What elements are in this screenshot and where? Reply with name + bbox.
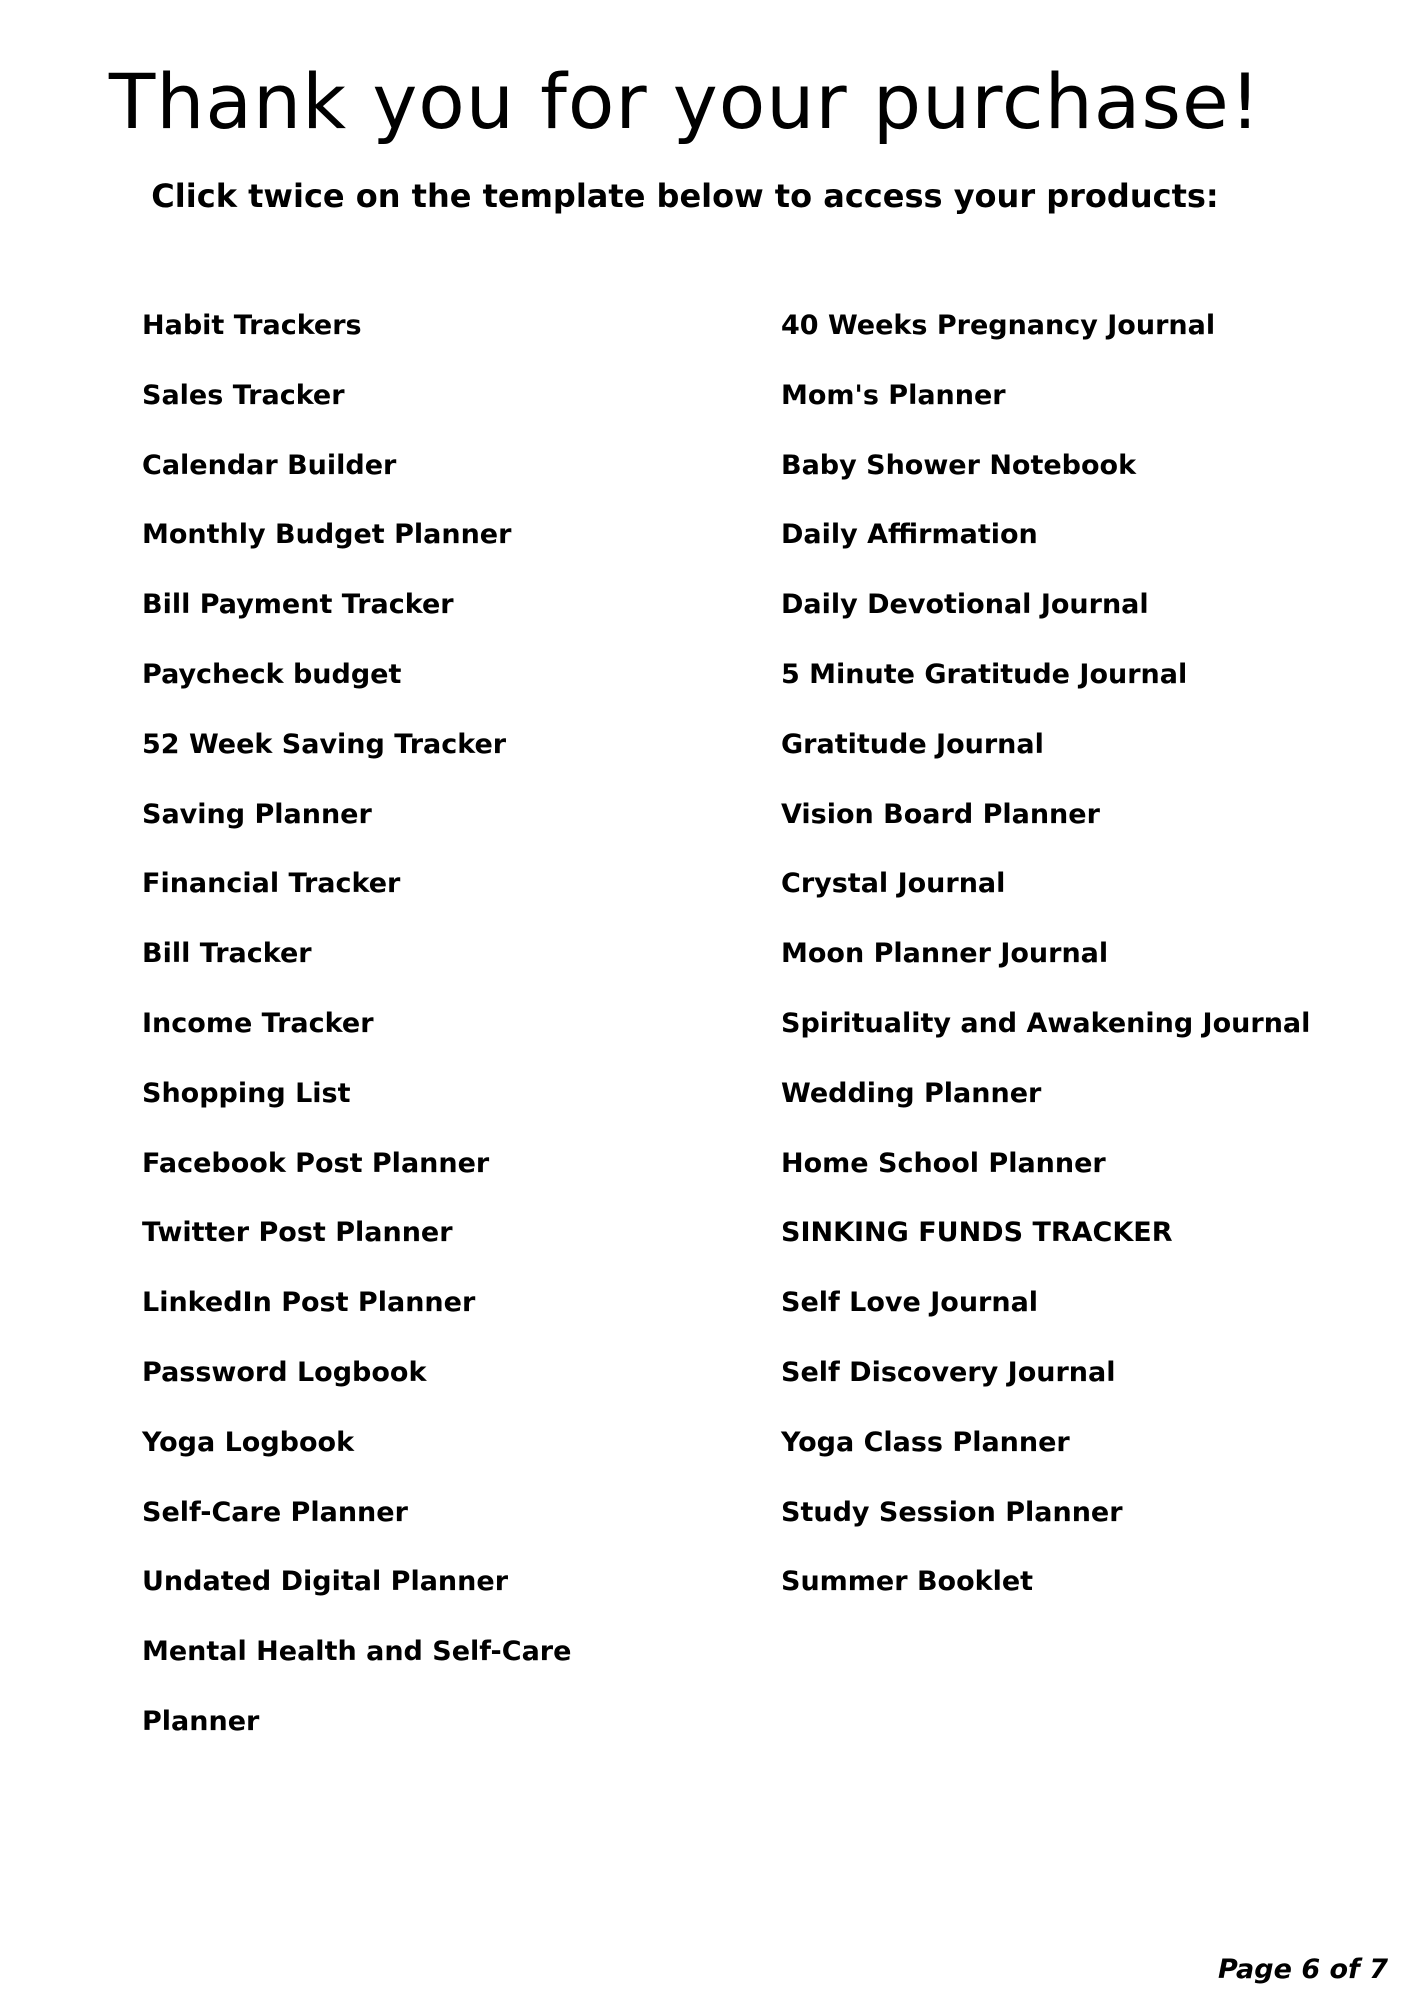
product-link[interactable]: Moon Planner Journal xyxy=(781,938,1109,970)
product-link[interactable]: Home School Planner xyxy=(781,1147,1106,1179)
instruction-text: Click twice on the template below to access your products: xyxy=(151,177,1219,215)
product-link[interactable]: Sales Tracker xyxy=(142,379,345,411)
product-link[interactable]: 5 Minute Gratitude Journal xyxy=(781,658,1188,690)
product-link[interactable]: Saving Planner xyxy=(142,798,372,830)
product-link[interactable]: Monthly Budget Planner xyxy=(142,519,512,551)
product-link[interactable]: Daily Devotional Journal xyxy=(781,589,1149,621)
product-link[interactable]: Study Session Planner xyxy=(781,1496,1123,1528)
product-link[interactable]: Shopping List xyxy=(142,1077,351,1109)
product-link[interactable]: 40 Weeks Pregnancy Journal xyxy=(781,310,1216,341)
product-link[interactable]: Bill Tracker xyxy=(142,938,312,970)
product-link[interactable]: Daily Affirmation xyxy=(781,519,1038,551)
product-link[interactable]: LinkedIn Post Planner xyxy=(142,1287,476,1319)
product-link[interactable]: Self Discovery Journal xyxy=(781,1356,1116,1388)
product-link[interactable]: Paycheck budget xyxy=(142,658,402,690)
product-link[interactable]: Mom's Planner xyxy=(781,379,1006,411)
product-link[interactable]: 52 Week Saving Tracker xyxy=(142,728,507,760)
product-list-left xyxy=(142,306,762,1772)
product-link[interactable]: Self-Care Planner xyxy=(142,1496,408,1528)
product-link[interactable]: Bill Payment Tracker xyxy=(142,589,454,621)
product-link[interactable]: Financial Tracker xyxy=(142,868,401,900)
product-link[interactable]: Spirituality and Awakening Journal xyxy=(781,1007,1311,1039)
product-link[interactable]: Planner xyxy=(142,1705,260,1737)
page-number: Page 6 of 7 xyxy=(1218,1954,1388,1985)
product-link[interactable]: Calendar Builder xyxy=(142,449,397,481)
product-link[interactable]: Crystal Journal xyxy=(781,868,1006,900)
product-link[interactable]: Mental Health and Self-Care xyxy=(142,1636,572,1668)
product-link[interactable]: Yoga Logbook xyxy=(142,1426,355,1458)
product-list-right xyxy=(781,306,1401,1632)
product-link[interactable]: Habit Trackers xyxy=(142,310,362,341)
product-link[interactable]: SINKING FUNDS TRACKER xyxy=(781,1217,1173,1249)
product-link[interactable]: Wedding Planner xyxy=(781,1077,1042,1109)
product-link[interactable]: Password Logbook xyxy=(142,1356,427,1388)
product-link[interactable]: Income Tracker xyxy=(142,1007,374,1039)
product-link[interactable]: Summer Booklet xyxy=(781,1566,1034,1598)
product-link[interactable]: Facebook Post Planner xyxy=(142,1147,490,1179)
product-link[interactable]: Self Love Journal xyxy=(781,1287,1039,1319)
page-title: Thank you for your purchase! xyxy=(108,57,1262,146)
product-link[interactable]: Undated Digital Planner xyxy=(142,1566,509,1598)
product-link[interactable]: Vision Board Planner xyxy=(781,798,1100,830)
product-link[interactable]: Gratitude Journal xyxy=(781,728,1044,760)
product-link[interactable]: Twitter Post Planner xyxy=(142,1217,453,1249)
product-link[interactable]: Yoga Class Planner xyxy=(781,1426,1070,1458)
product-link[interactable]: Baby Shower Notebook xyxy=(781,449,1137,481)
